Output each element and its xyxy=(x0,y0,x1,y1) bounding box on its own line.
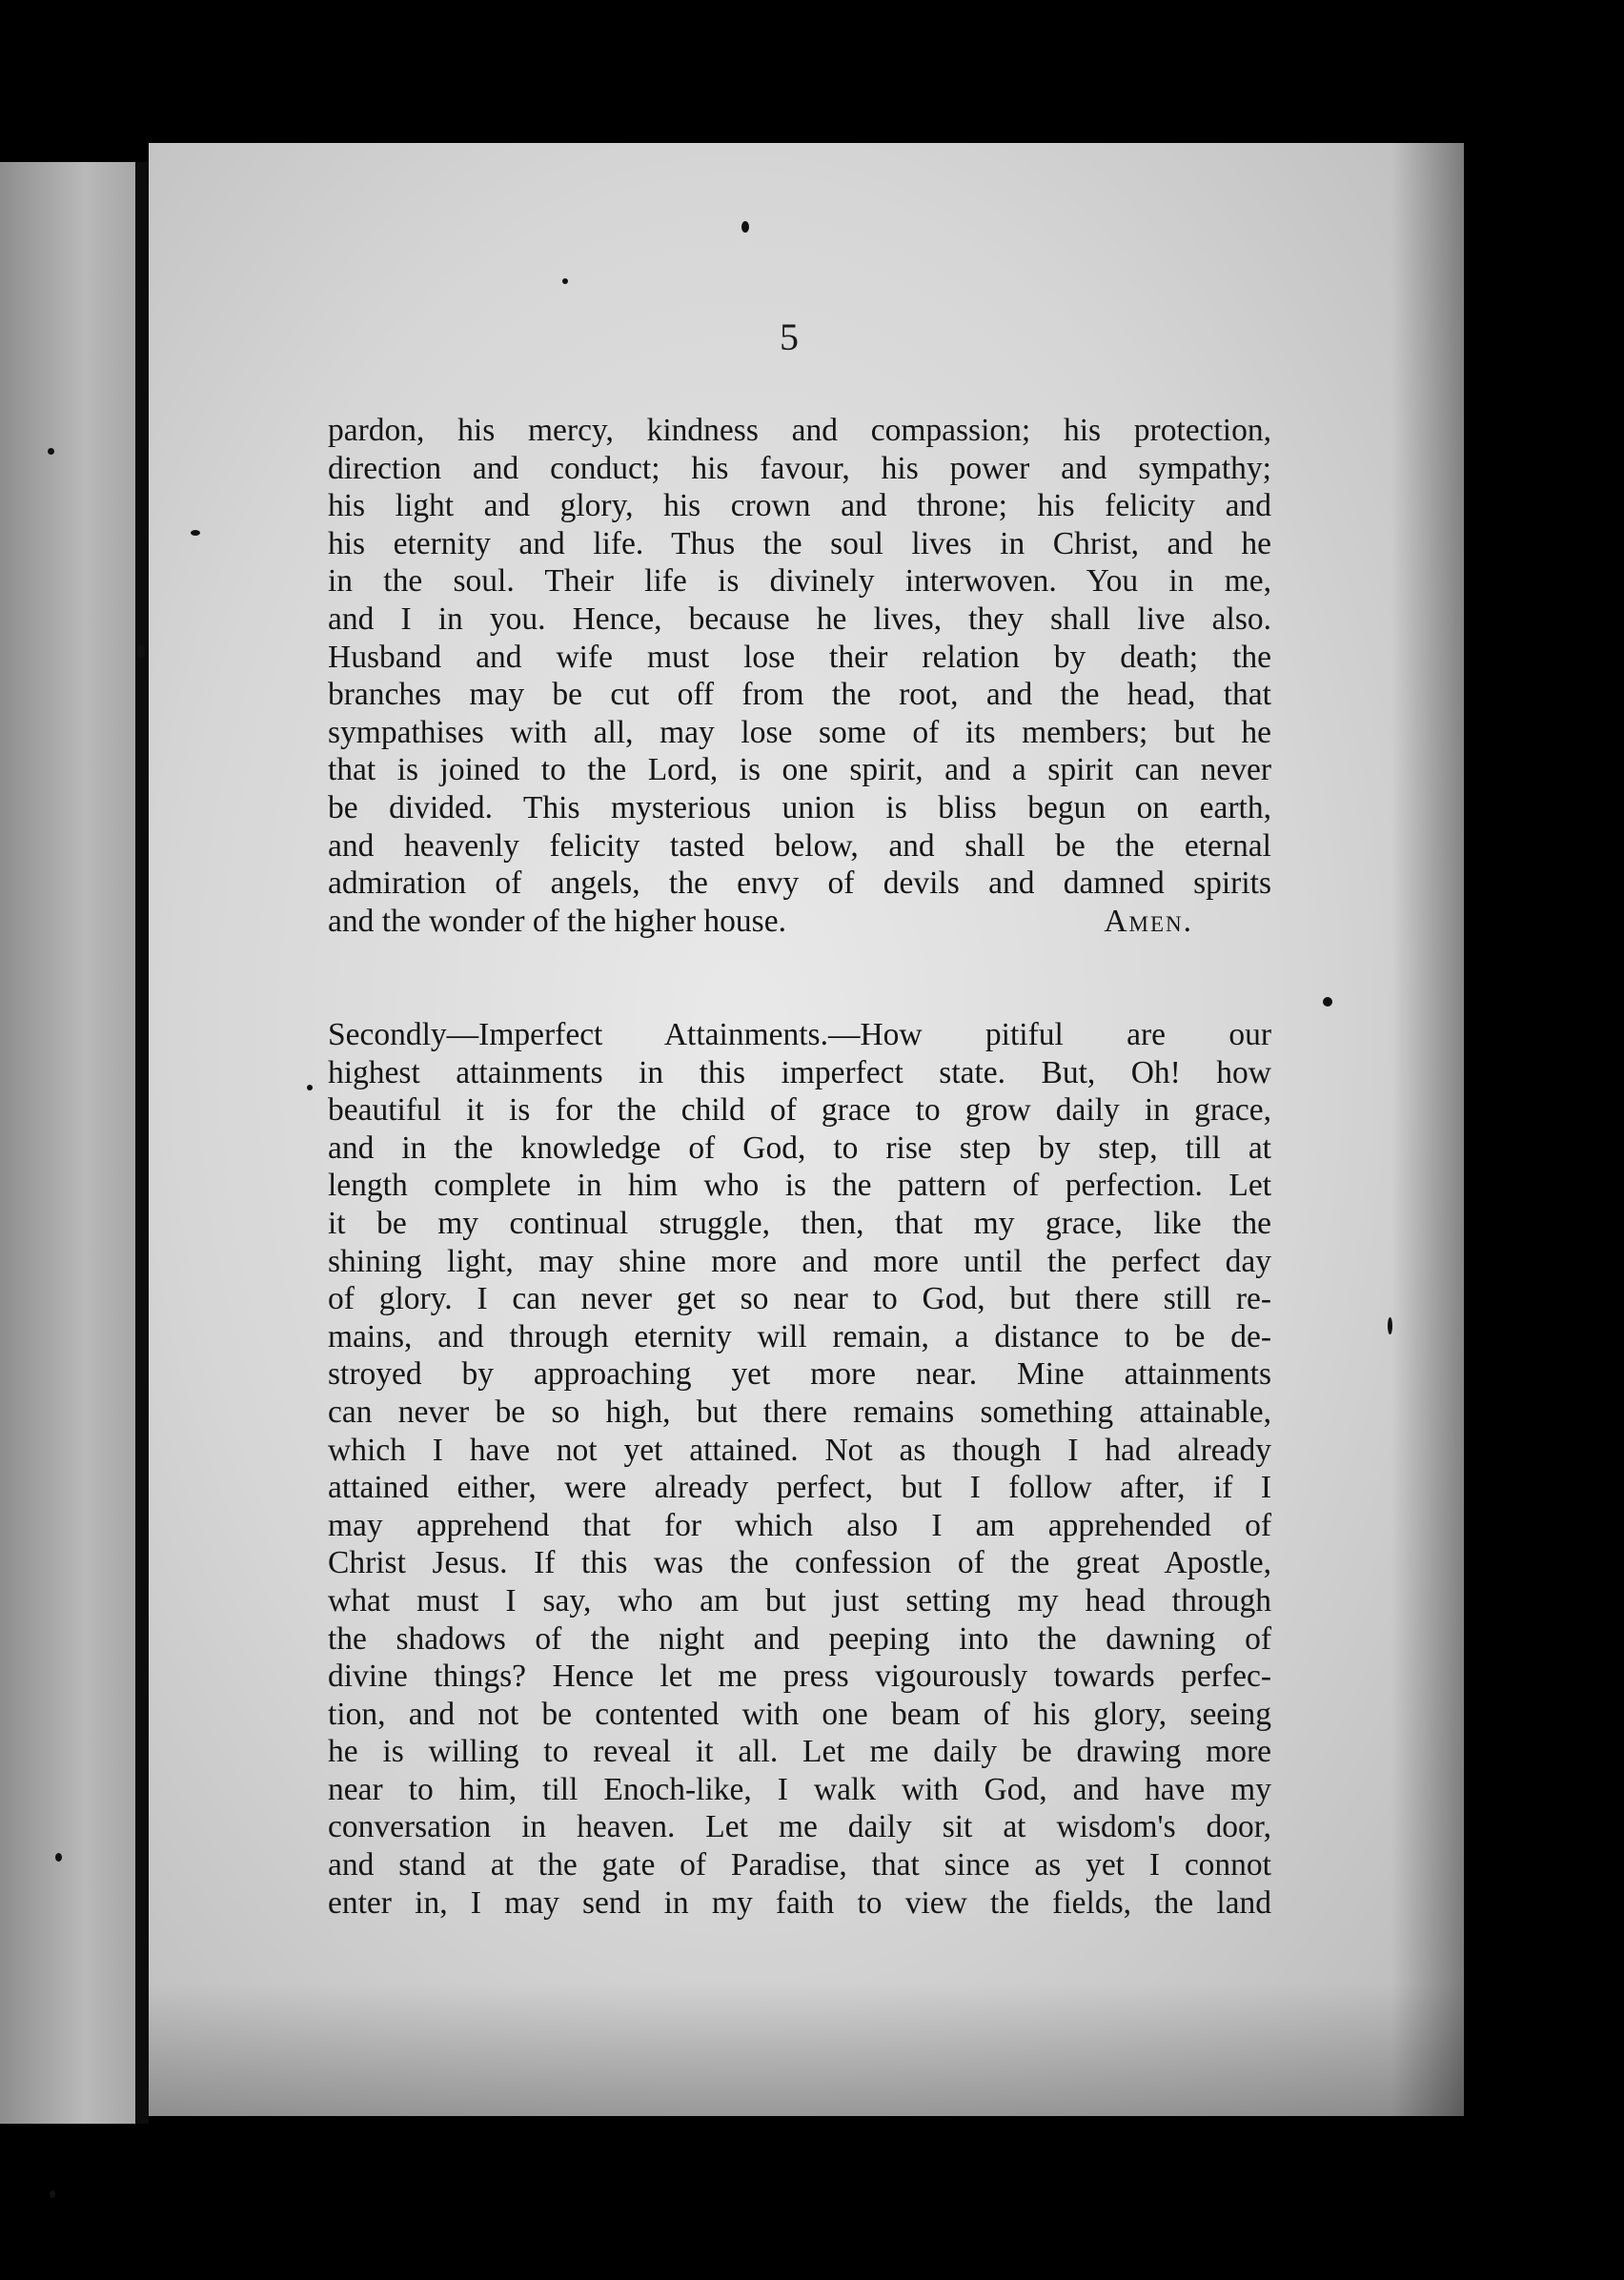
paragraph-2 xyxy=(328,1016,1271,1922)
text-line: and in the knowledge of God, to rise step by step, till at xyxy=(328,1130,1271,1166)
scan-speck xyxy=(562,278,568,284)
text-line: sympathises with all, may lose some of its members; but he xyxy=(328,714,1271,750)
scan-speck xyxy=(50,2190,55,2198)
folio-mark: 5 xyxy=(780,316,799,358)
text-line: of glory. I can never get so near to God, but there still re- xyxy=(328,1281,1271,1317)
text-line: which I have not yet attained. Not as though I had already xyxy=(328,1432,1271,1468)
left-page-edge xyxy=(0,162,141,2124)
book-gutter xyxy=(135,162,149,2124)
scan-speck xyxy=(137,644,145,658)
scan-speck xyxy=(741,221,749,233)
closing-amen: Amen. xyxy=(1104,903,1193,939)
text-line: Christ Jesus. If this was the confession of the great Apostle, xyxy=(328,1545,1271,1581)
text-line: direction and conduct; his favour, his power and sympathy; xyxy=(328,450,1271,486)
text-line: divine things? Hence let me press vigourously towards perfec- xyxy=(328,1659,1271,1695)
text-line: length complete in him who is the pattern of perfection. Let xyxy=(328,1168,1271,1204)
page-shadow-bottom xyxy=(149,1983,1464,2116)
text-line: attained either, were already perfect, but I follow after, if I xyxy=(328,1470,1271,1506)
text-line: Husband and wife must lose their relation by death; the xyxy=(328,639,1271,675)
text-line: tion, and not be contented with one beam of his glory, seeing xyxy=(328,1696,1271,1732)
text-line: what must I say, who am but just setting my head through xyxy=(328,1582,1271,1618)
text-line: and heavenly felicity tasted below, and shall be the eternal xyxy=(328,827,1271,864)
text-line: his light and glory, his crown and throne; his felicity and xyxy=(328,488,1271,524)
text-line: and the wonder of the higher house. Amen. xyxy=(328,903,1193,939)
paragraph-1 xyxy=(328,412,1271,940)
page-shadow xyxy=(1391,143,1464,2116)
text-line: Secondly—Imperfect Attainments.—How pitiful are our xyxy=(328,1017,1271,1052)
text-line: and stand at the gate of Paradise, that since as yet I connot xyxy=(328,1847,1271,1883)
text-line: he is willing to reveal it all. Let me daily be drawing more xyxy=(328,1734,1271,1770)
text-line: conversation in heaven. Let me daily sit at wisdom's door, xyxy=(328,1809,1271,1845)
text-line: be divided. This mysterious union is bliss begun on earth, xyxy=(328,789,1271,825)
text-line: highest attainments in this imperfect state. But, Oh! how xyxy=(328,1054,1271,1090)
text-line: beautiful it is for the child of grace to grow daily in grace, xyxy=(328,1092,1271,1129)
scan-speck xyxy=(55,1853,62,1862)
scan-speck xyxy=(191,530,200,536)
text-line: admiration of angels, the envy of devils and damned spirits xyxy=(328,865,1271,902)
text-line: shining light, may shine more and more until the perfect day xyxy=(328,1243,1271,1279)
text-line: that is joined to the Lord, is one spirit, and a spirit can never xyxy=(328,752,1271,788)
text-line: the shadows of the night and peeping into the dawning of xyxy=(328,1620,1271,1657)
text-line: can never be so high, but there remains something attainable, xyxy=(328,1394,1271,1430)
text-line: stroyed by approaching yet more near. Mine attainments xyxy=(328,1356,1271,1393)
scan-speck xyxy=(1323,997,1332,1007)
text-line: near to him, till Enoch-like, I walk with God, and have my xyxy=(328,1771,1271,1807)
text-line: pardon, his mercy, kindness and compassion; his protection, xyxy=(328,413,1271,448)
text-line: may apprehend that for which also I am apprehended of xyxy=(328,1507,1271,1543)
scan-speck xyxy=(1388,1317,1392,1334)
text-line: mains, and through eternity will remain, a distance to be de- xyxy=(328,1318,1271,1354)
text-line: branches may be cut off from the root, and the head, that xyxy=(328,677,1271,713)
text-line: enter in, I may send in my faith to view the fields, the land xyxy=(328,1884,1271,1921)
scan-speck xyxy=(48,448,54,455)
text-line: his eternity and life. Thus the soul lives in Christ, and he xyxy=(328,525,1271,561)
scan-speck xyxy=(307,1085,313,1090)
text-line: it be my continual struggle, then, that my grace, like the xyxy=(328,1205,1271,1241)
text-line: in the soul. Their life is divinely interwoven. You in me, xyxy=(328,563,1271,600)
text-line: and I in you. Hence, because he lives, they shall live also. xyxy=(328,601,1271,637)
